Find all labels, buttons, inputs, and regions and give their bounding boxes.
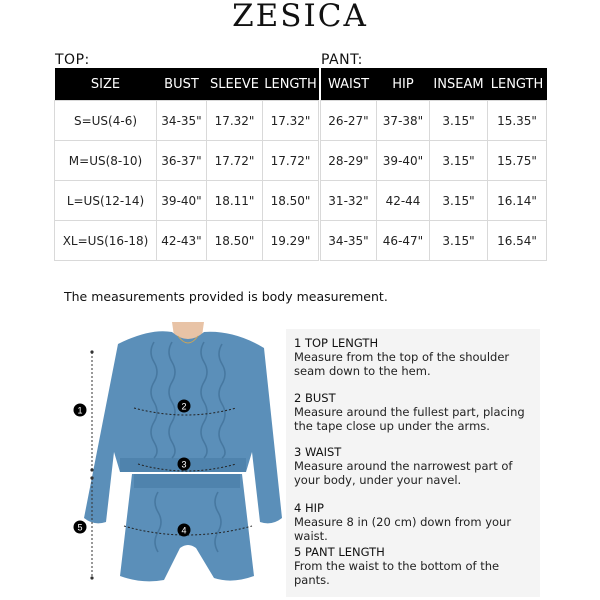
column-header: HIP	[377, 68, 430, 101]
table-cell: 39-40"	[157, 181, 207, 221]
shorts-waistband	[134, 474, 240, 488]
table-cell: 3.15"	[430, 221, 488, 261]
brand-logo: ZESICA	[232, 0, 368, 34]
table-cell: 18.50"	[263, 181, 319, 221]
guide-item-description: From the waist to the bottom of the pants.	[294, 559, 500, 587]
table-row	[55, 221, 319, 261]
guide-item-title: 3 WAIST	[294, 445, 342, 459]
pant-size-table	[320, 68, 547, 261]
table-cell: 34-35"	[157, 101, 207, 141]
table-cell: 26-27"	[321, 101, 377, 141]
table-cell: 36-37"	[157, 141, 207, 181]
column-header: BUST	[157, 68, 207, 101]
table-header-row	[55, 68, 319, 101]
guide-item-pant-length	[294, 545, 538, 587]
column-header: WAIST	[321, 68, 377, 101]
table-cell: 15.35"	[488, 101, 547, 141]
line-end-dot	[90, 476, 93, 479]
table-cell: 18.50"	[207, 221, 263, 261]
measurement-note: The measurements provided is body measurement.	[64, 289, 388, 304]
guide-item-description: Measure around the narrowest part of your body, under your navel.	[294, 459, 513, 487]
table-header-row	[321, 68, 547, 101]
table-cell: 46-47"	[377, 221, 430, 261]
marker-3	[178, 458, 191, 471]
line-end-dot	[90, 576, 93, 579]
table-cell: XL=US(16-18)	[55, 221, 157, 261]
table-cell: S=US(4-6)	[55, 101, 157, 141]
column-header: SLEEVE	[207, 68, 263, 101]
table-row	[321, 181, 547, 221]
marker-1	[74, 404, 87, 417]
table-cell: 17.72"	[263, 141, 319, 181]
table-row	[55, 141, 319, 181]
table-cell: 37-38"	[377, 101, 430, 141]
table-cell: L=US(12-14)	[55, 181, 157, 221]
table-cell: 3.15"	[430, 101, 488, 141]
table-row	[321, 141, 547, 181]
guide-item-description: Measure 8 in (20 cm) down from your waist.	[294, 515, 512, 543]
svg-text:4: 4	[181, 525, 187, 536]
svg-text:1: 1	[77, 405, 83, 416]
column-header: INSEAM	[430, 68, 488, 101]
guide-item-description: Measure around the fullest part, placing the tape close up under the arms.	[294, 405, 525, 433]
marker-2	[178, 400, 191, 413]
table-cell: 31-32"	[321, 181, 377, 221]
table-cell: M=US(8-10)	[55, 141, 157, 181]
guide-item-description: Measure from the top of the shoulder seam down to the hem.	[294, 350, 510, 378]
guide-item-title: 2 BUST	[294, 391, 336, 405]
table-cell: 42-44	[377, 181, 430, 221]
table-cell: 16.14"	[488, 181, 547, 221]
table-cell: 3.15"	[430, 181, 488, 221]
table-row	[321, 221, 547, 261]
marker-4	[178, 524, 191, 537]
column-header: SIZE	[55, 68, 157, 101]
table-cell: 16.54"	[488, 221, 547, 261]
table-cell: 17.32"	[263, 101, 319, 141]
line-end-dot	[90, 468, 93, 471]
line-end-dot	[90, 350, 93, 353]
column-header: LENGTH	[263, 68, 319, 101]
table-cell: 34-35"	[321, 221, 377, 261]
table-cell: 15.75"	[488, 141, 547, 181]
top-section-label: TOP:	[55, 52, 90, 68]
guide-item-title: 4 HIP	[294, 501, 324, 515]
table-row	[321, 101, 547, 141]
table-cell: 42-43"	[157, 221, 207, 261]
model-figure	[68, 322, 288, 600]
table-cell: 17.72"	[207, 141, 263, 181]
table-cell: 17.32"	[207, 101, 263, 141]
measurement-guide-panel	[286, 329, 540, 597]
marker-5	[74, 521, 87, 534]
table-row	[55, 101, 319, 141]
guide-item-bust	[294, 391, 538, 433]
svg-text:5: 5	[77, 522, 83, 533]
table-cell: 39-40"	[377, 141, 430, 181]
top-size-table	[54, 68, 319, 261]
guide-item-title: 5 PANT LENGTH	[294, 545, 385, 559]
guide-item-waist	[294, 445, 538, 487]
svg-text:3: 3	[181, 459, 187, 470]
table-cell: 28-29"	[321, 141, 377, 181]
guide-item-hip	[294, 501, 538, 543]
svg-text:2: 2	[181, 401, 187, 412]
column-header: LENGTH	[488, 68, 547, 101]
table-cell: 3.15"	[430, 141, 488, 181]
guide-item-title: 1 TOP LENGTH	[294, 336, 379, 350]
guide-item-top-length	[294, 336, 538, 378]
table-cell: 18.11"	[207, 181, 263, 221]
pant-section-label: PANT:	[321, 52, 363, 68]
table-row	[55, 181, 319, 221]
table-cell: 19.29"	[263, 221, 319, 261]
